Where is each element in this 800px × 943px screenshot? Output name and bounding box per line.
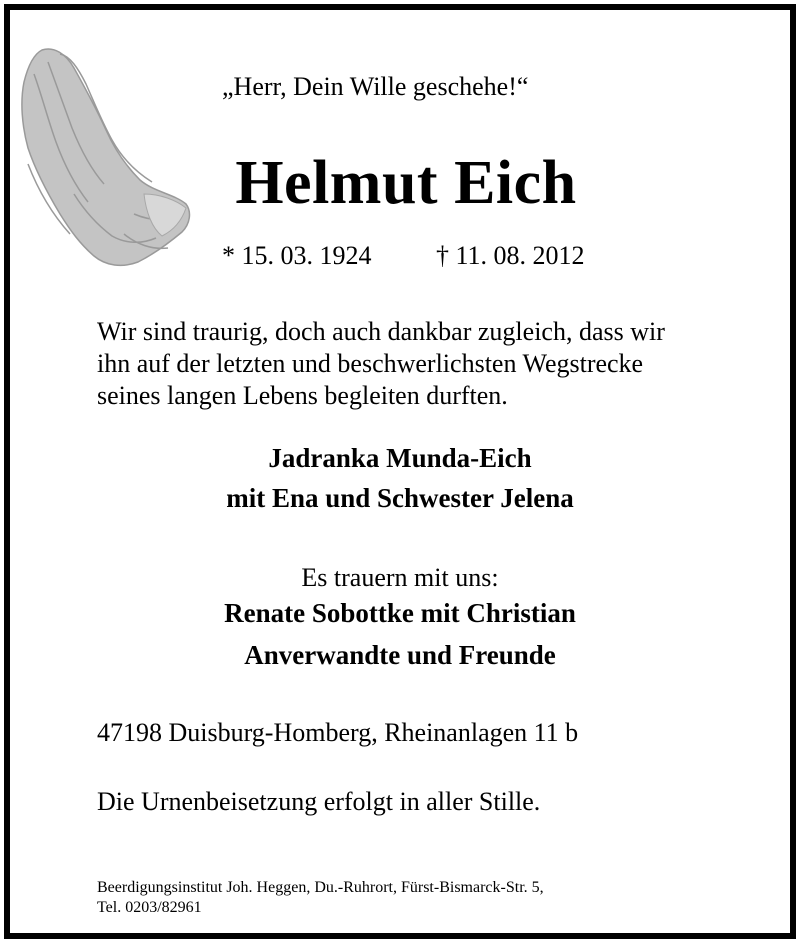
death-date: † 11. 08. 2012	[436, 241, 585, 270]
deceased-name: Helmut Eich	[235, 149, 577, 217]
mourners-name-primary: Renate Sobottke mit Christian	[224, 598, 576, 628]
funeral-home-address: Beerdigungsinstitut Joh. Heggen, Du.-Ruhrort, Fürst-Bismarck-Str. 5,	[97, 879, 544, 896]
funeral-home-info	[97, 878, 544, 918]
motto-quote: „Herr, Dein Wille geschehe!“	[222, 72, 529, 101]
mourners-intro: Es trauern mit uns:	[301, 563, 499, 592]
mourners-name-secondary: Anverwandte und Freunde	[244, 640, 556, 670]
burial-note: Die Urnenbeisetzung erfolgt in aller Stille.	[97, 787, 541, 816]
message-line: seines langen Lebens begleiten durften.	[97, 381, 508, 410]
family-name-secondary: mit Ena und Schwester Jelena	[226, 483, 574, 513]
family-name-primary: Jadranka Munda-Eich	[268, 443, 532, 473]
address: 47198 Duisburg-Homberg, Rheinanlagen 11 b	[97, 718, 579, 747]
message-line: ihn auf der letzten und beschwerlichsten Wegstrecke	[97, 349, 644, 378]
message-paragraph	[97, 316, 665, 412]
message-line: Wir sind traurig, doch auch dankbar zugleich, dass wir	[97, 317, 665, 346]
funeral-home-phone: Tel. 0203/82961	[97, 899, 202, 916]
birth-date: * 15. 03. 1924	[222, 241, 372, 270]
